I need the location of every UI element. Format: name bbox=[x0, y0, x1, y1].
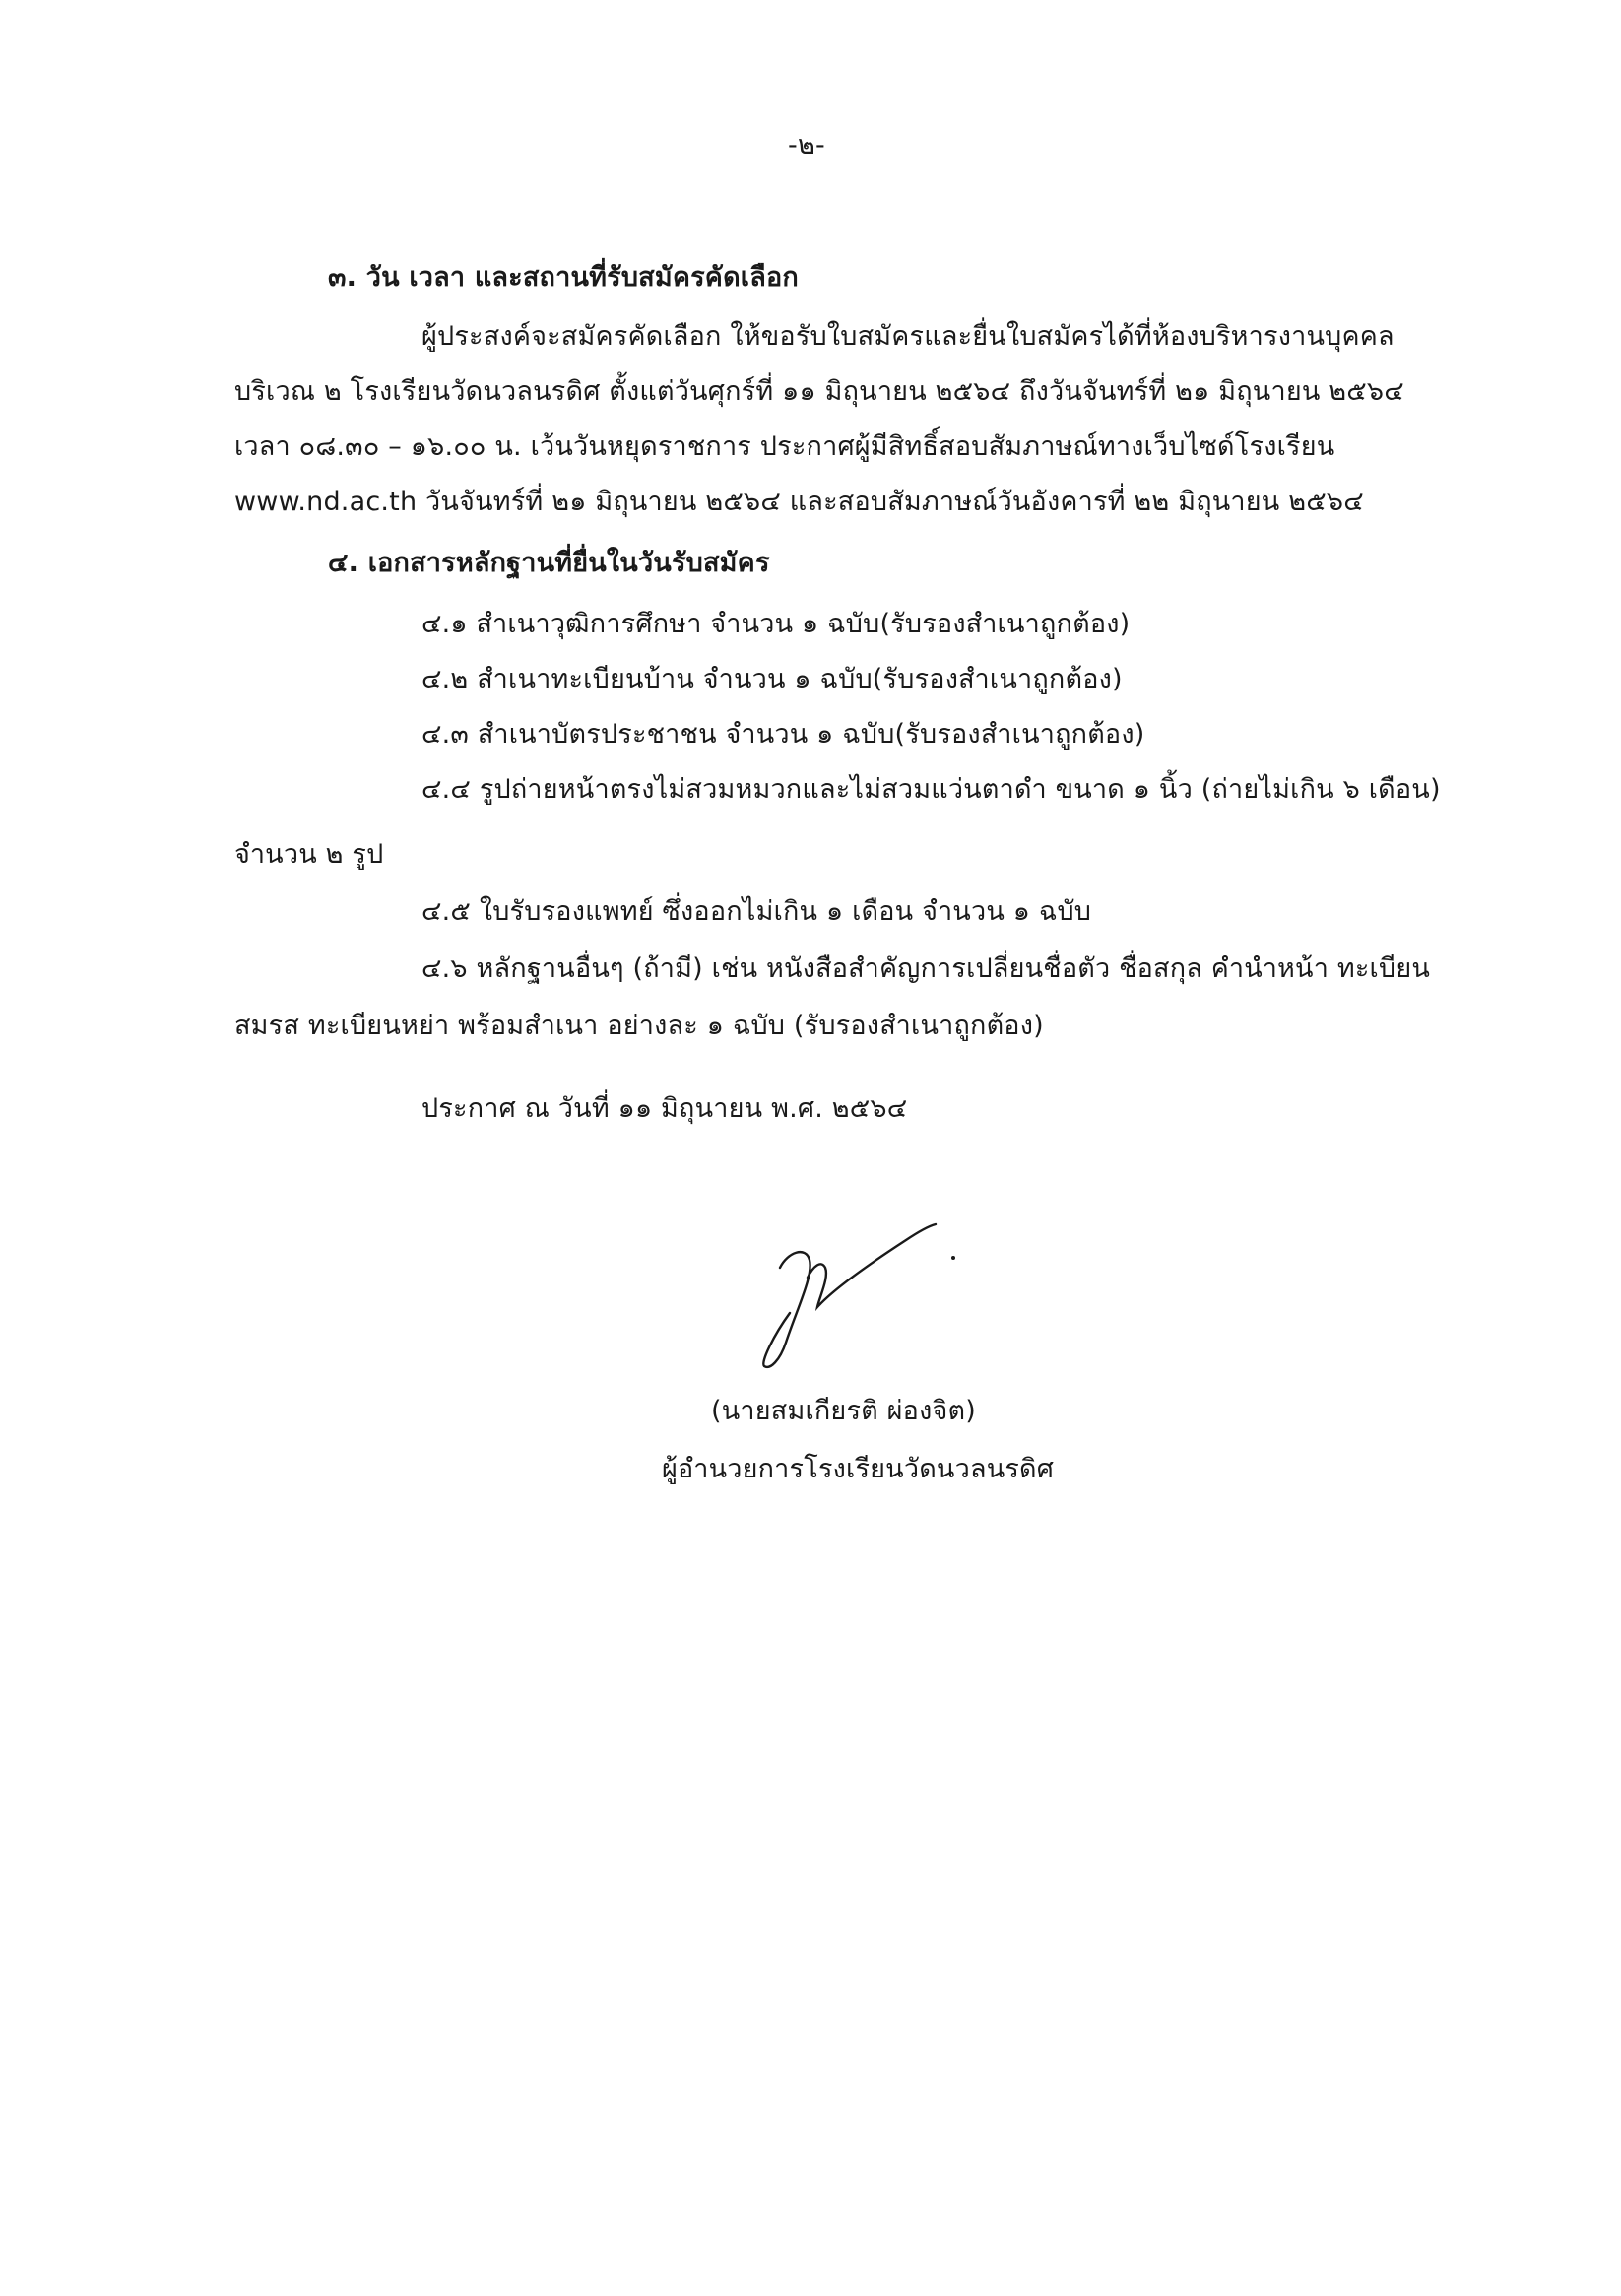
section4-item-4: ๔.๔ รูปถ่ายหน้าตรงไม่สวมหมวกและไม่สวมแว่นตาดำ ขนาด ๑ นิ้ว (ถ่ายไม่เกิน ๖ เดือน) bbox=[421, 774, 1441, 805]
signer-name: (นายสมเกียรติ ผ่องจิต) bbox=[711, 1396, 976, 1426]
section4-item-5: ๔.๕ ใบรับรองแพทย์ ซึ่งออกไม่เกิน ๑ เดือน จำนวน ๑ ฉบับ bbox=[421, 896, 1092, 927]
section4-item-4-cont: จำนวน ๒ รูป bbox=[234, 839, 384, 870]
section3-line-3: เวลา ๐๘.๓๐ – ๑๖.๐๐ น. เว้นวันหยุดราชการ ประกาศผู้มีสิทธิ์สอบสัมภาษณ์ทางเว็บไซด์โรงเรียน bbox=[234, 431, 1335, 462]
signer-position: ผู้อำนวยการโรงเรียนวัดนวลนรดิศ bbox=[662, 1454, 1055, 1484]
section4-heading: ๔. เอกสารหลักฐานที่ยื่นในวันรับสมัคร bbox=[328, 548, 770, 578]
section4-item-6-cont: สมรส ทะเบียนหย่า พร้อมสำเนา อย่างละ ๑ ฉบับ (รับรองสำเนาถูกต้อง) bbox=[234, 1011, 1044, 1041]
announcement-date: ประกาศ ณ วันที่ ๑๑ มิถุนายน พ.ศ. ๒๕๖๔ bbox=[421, 1093, 908, 1124]
section4-item-6: ๔.๖ หลักฐานอื่นๆ (ถ้ามี) เช่น หนังสือสำคัญการเปลี่ยนชื่อตัว ชื่อสกุล คำนำหน้า ทะเบียน bbox=[421, 953, 1430, 984]
section3-line-4: www.nd.ac.th วันจันทร์ที่ ๒๑ มิถุนายน ๒๕๖๔ และสอบสัมภาษณ์วันอังคารที่ ๒๒ มิถุนายน ๒๕๖๔ bbox=[234, 487, 1364, 517]
section4-item-1: ๔.๑ สำเนาวุฒิการศึกษา จำนวน ๑ ฉบับ(รับรองสำเนาถูกต้อง) bbox=[421, 609, 1131, 639]
section3-line-1: ผู้ประสงค์จะสมัครคัดเลือก ให้ขอรับใบสมัครและยื่นใบสมัครได้ที่ห้องบริหารงานบุคคล bbox=[421, 321, 1394, 352]
page-number: -๒- bbox=[788, 130, 825, 161]
section3-line-2: บริเวณ ๒ โรงเรียนวัดนวลนรดิศ ตั้งแต่วันศุกร์ที่ ๑๑ มิถุนายน ๒๕๖๔ ถึงวันจันทร์ที่ ๒๑ มิถุนายน ๒๕๖๔ bbox=[234, 376, 1404, 407]
section4-item-2: ๔.๒ สำเนาทะเบียนบ้าน จำนวน ๑ ฉบับ(รับรองสำเนาถูกต้อง) bbox=[421, 664, 1123, 694]
signature-image bbox=[758, 1216, 985, 1384]
section4-item-3: ๔.๓ สำเนาบัตรประชาชน จำนวน ๑ ฉบับ(รับรองสำเนาถูกต้อง) bbox=[421, 719, 1145, 750]
section3-heading: ๓. วัน เวลา และสถานที่รับสมัครคัดเลือก bbox=[328, 262, 799, 293]
